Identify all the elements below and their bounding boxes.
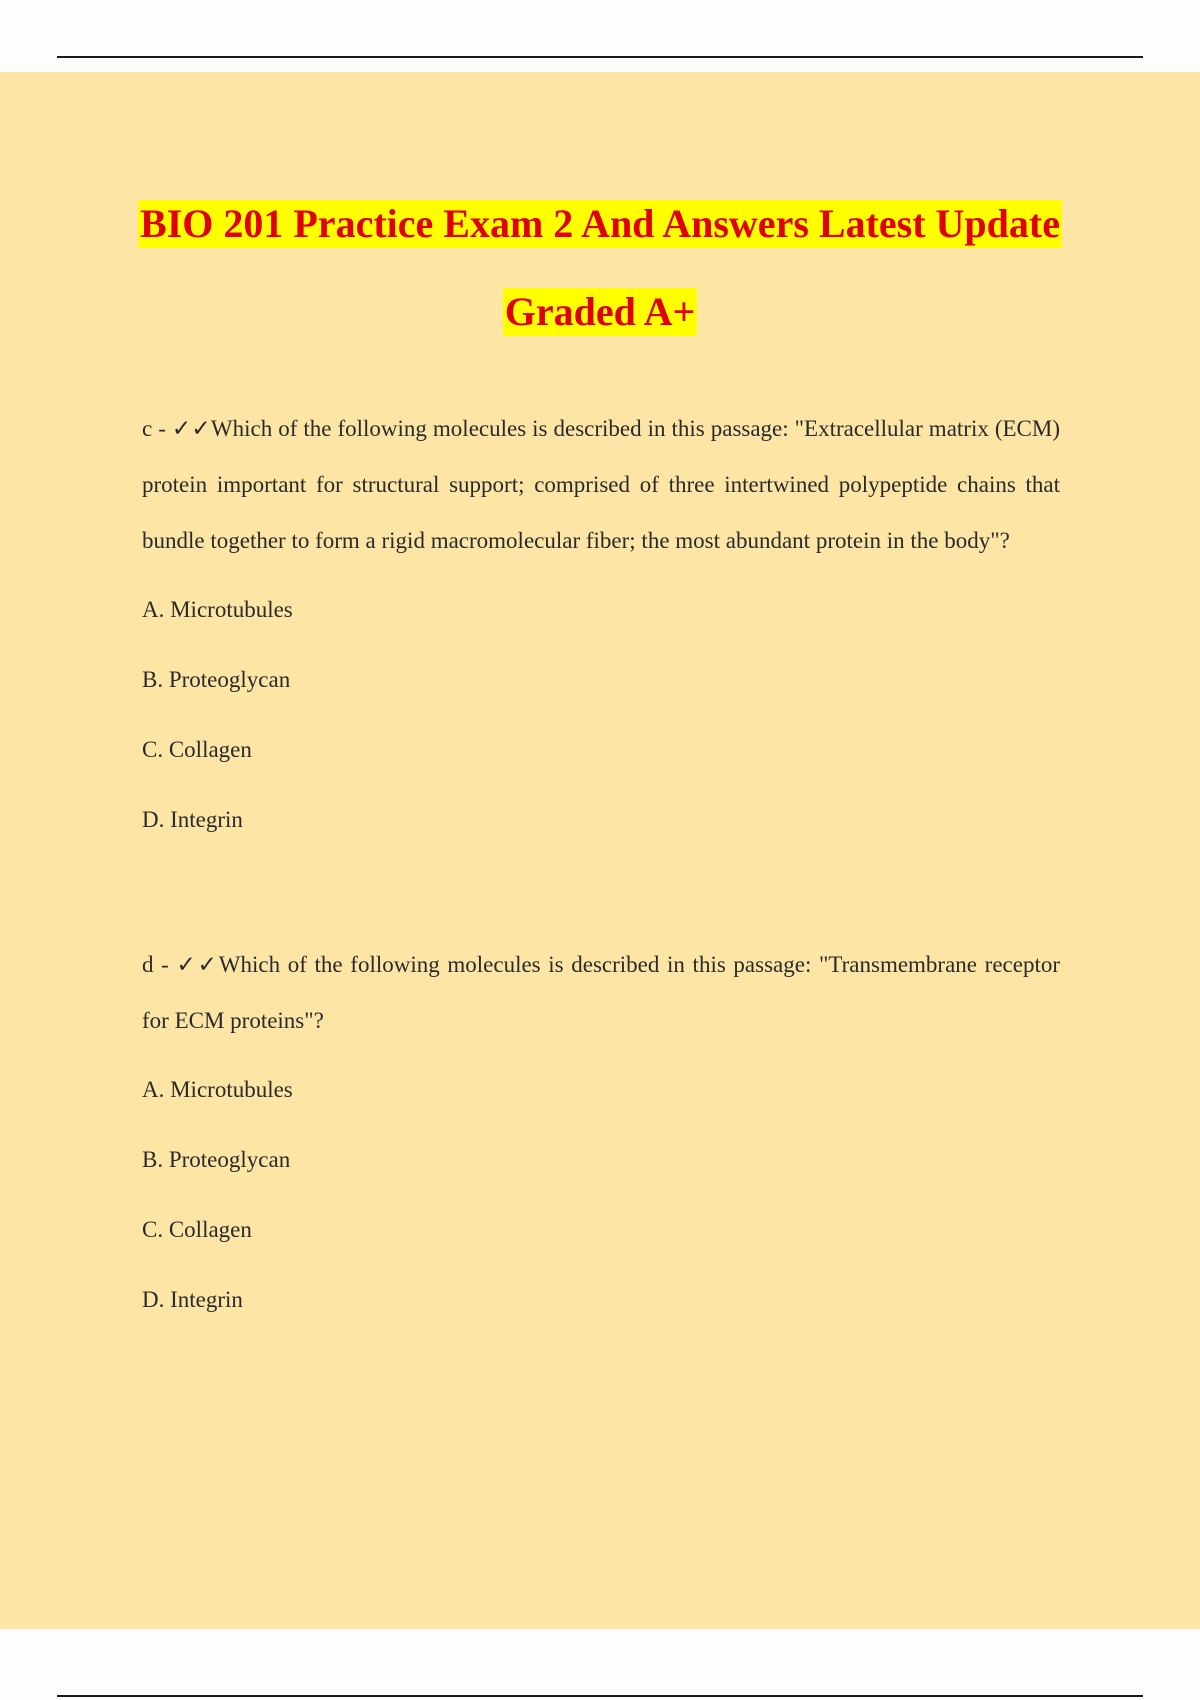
- title-line-2: Graded A+: [504, 289, 696, 334]
- answer-options: [142, 1055, 1060, 1335]
- question-1: [142, 401, 1060, 855]
- option-d: D. Integrin: [142, 1287, 243, 1312]
- option-a: A. Microtubules: [142, 597, 293, 622]
- option-d: D. Integrin: [142, 807, 243, 832]
- bottom-rule: [57, 1695, 1143, 1697]
- top-rule: [57, 56, 1143, 58]
- option-b: B. Proteoglycan: [142, 1147, 291, 1172]
- question-text: d - ✓✓Which of the following molecules is described in this passage: "Transmembrane receptor for ECM proteins"?: [142, 952, 1060, 1033]
- option-b: B. Proteoglycan: [142, 667, 291, 692]
- option-a: A. Microtubules: [142, 1077, 293, 1102]
- question-2: [142, 937, 1060, 1335]
- option-c: C. Collagen: [142, 737, 252, 762]
- document-title: [0, 200, 1200, 336]
- option-c: C. Collagen: [142, 1217, 252, 1242]
- answer-options: [142, 575, 1060, 855]
- question-text: c - ✓✓Which of the following molecules is described in this passage: "Extracellular matrix (ECM) protein important for structural support; comprised of three intertwined polypeptide chains that bundle together to form a rigid macromolecular fiber; the most abundant protein in the body"?: [142, 416, 1060, 553]
- title-line-1: BIO 201 Practice Exam 2 And Answers Latest Update: [140, 201, 1060, 246]
